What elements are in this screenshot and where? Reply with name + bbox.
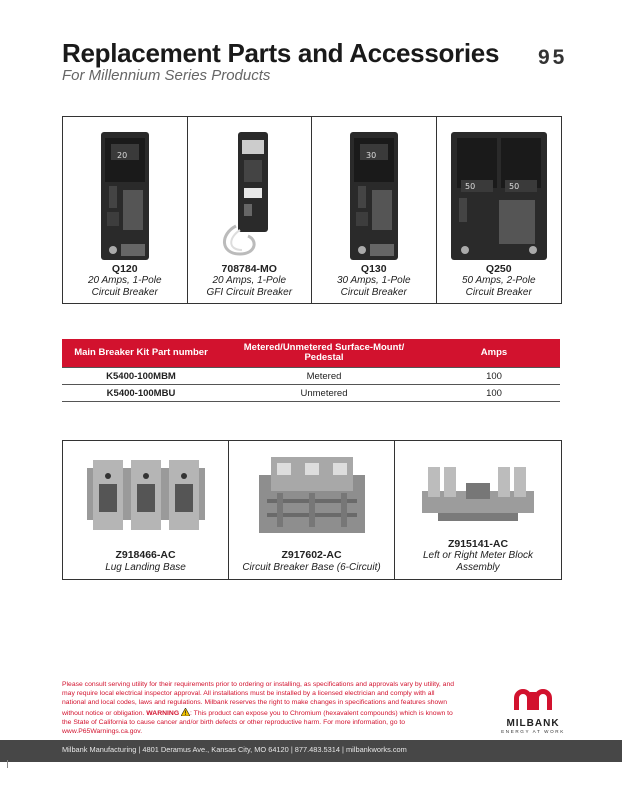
part-number: Q120 <box>111 262 138 275</box>
lug-landing-base-image <box>63 449 228 539</box>
product-caption <box>229 550 394 573</box>
breaker-rating-q250-right: 50 <box>508 182 519 191</box>
column-header-metered: Metered/Unmetered Surface-Mount/ Pedestal <box>220 339 428 368</box>
footer-contact: Milbank Manufacturing | 4801 Deramus Ave., Kansas City, MO 64120 | 877.483.5314 | milbankworks.com <box>62 745 407 754</box>
part-description: Circuit Breaker <box>91 286 158 298</box>
product-card-q250 <box>437 117 562 303</box>
part-description: Assembly <box>456 561 500 573</box>
footer-bar <box>0 740 622 762</box>
part-description: Circuit Breaker Base (6-Circuit) <box>242 561 381 573</box>
product-card-708784-mo <box>188 117 313 303</box>
disclaimer-note <box>62 680 458 736</box>
page-subtitle: For Millennium Series Products <box>62 67 271 84</box>
main-breaker-kit-table <box>62 339 560 402</box>
product-card-z918466-ac <box>63 441 229 579</box>
part-description: Circuit Breaker <box>465 286 532 298</box>
product-card-z917602-ac <box>229 441 395 579</box>
breaker-grid <box>62 116 562 304</box>
table-cell: 100 <box>428 385 560 402</box>
breaker-image-q120 <box>63 123 187 269</box>
table-cell: K5400-100MBM <box>62 368 220 385</box>
breaker-image-708784-mo <box>188 123 312 269</box>
table-row <box>62 368 560 385</box>
part-number: 708784-MO <box>221 262 277 275</box>
breaker-rating-q250-left: 50 <box>464 182 475 191</box>
part-description: GFI Circuit Breaker <box>206 286 293 298</box>
product-caption <box>188 264 312 299</box>
breaker-image-q130 <box>312 123 436 269</box>
table-header-row <box>62 339 560 368</box>
page-title: Replacement Parts and Accessories <box>62 38 500 68</box>
column-header-amps: Amps <box>428 339 560 368</box>
table-cell: Metered <box>220 368 428 385</box>
breaker-rating-q120: 20 <box>116 151 127 160</box>
table-cell: Unmetered <box>220 385 428 402</box>
brand-tagline: ENERGY AT WORK <box>501 729 565 734</box>
product-card-z915141-ac <box>395 441 561 579</box>
warning-label: WARNING <box>146 709 180 717</box>
part-number: Z915141-AC <box>447 537 509 550</box>
warning-triangle-icon <box>181 708 190 716</box>
circuit-breaker-base-image <box>229 449 394 539</box>
product-card-q130 <box>312 117 437 303</box>
product-caption <box>395 539 561 574</box>
product-caption <box>63 264 187 299</box>
column-header-part-number: Main Breaker Kit Part number <box>62 339 220 368</box>
disclaimer-text: Please consult serving utility for their requirements prior to ordering or installing, as specifications and approvals vary by utility, and may require local electrical inspector approval. All installations must be installed by a licensed electrician and comply with all national and local codes, laws and regulations. Milbank reserves the right to make changes in specifications and features shown without notice or obligation. <box>62 681 455 717</box>
breaker-rating-q130: 30 <box>365 151 376 160</box>
part-number: Q130 <box>360 262 387 275</box>
part-number: Z918466-AC <box>115 549 176 561</box>
part-description: Circuit Breaker <box>340 286 407 298</box>
brand-name: MILBANK <box>506 718 560 729</box>
meter-block-assembly-image <box>395 449 561 539</box>
part-description: Lug Landing Base <box>105 561 186 573</box>
table-cell: K5400-100MBU <box>62 385 220 402</box>
part-description: 20 Amps, 1-Pole <box>212 275 287 286</box>
table-row <box>62 385 560 402</box>
part-description: Left or Right Meter Block <box>422 550 534 561</box>
page-number: 95 <box>538 46 568 69</box>
breaker-image-q250 <box>437 123 562 269</box>
product-caption <box>437 264 562 299</box>
part-description: 30 Amps, 1-Pole <box>336 275 411 286</box>
table-cell: 100 <box>428 368 560 385</box>
milbank-logo <box>498 686 568 734</box>
part-description: 20 Amps, 1-Pole <box>87 275 162 286</box>
part-number: Z917602-AC <box>281 549 342 561</box>
page-trim-mark <box>7 760 8 768</box>
milbank-logo-mark-icon <box>512 686 554 712</box>
part-description: 50 Amps, 2-Pole <box>461 275 536 286</box>
prop65-text: : This product can expose you to Chromium (hexavalent compounds) which is known to the State of California to cause cancer and/or birth defects or other reproductive harm. For more information, go to www.P65Warnings.ca.gov. <box>62 709 453 736</box>
part-number: Q250 <box>485 262 512 275</box>
product-caption <box>63 550 228 573</box>
product-caption <box>312 264 436 299</box>
product-card-q120 <box>63 117 188 303</box>
accessory-grid <box>62 440 562 580</box>
